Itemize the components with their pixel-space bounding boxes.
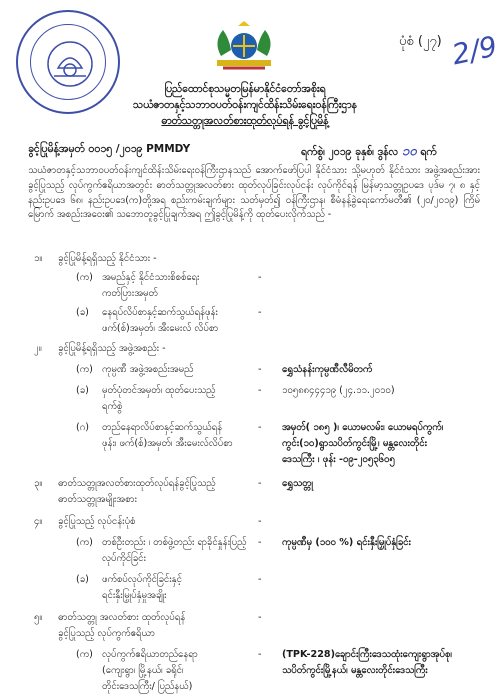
item-number: ၃။ [34, 478, 43, 489]
permit-title: ဓာတ်သတ္တုအလတ်စားထုတ်လုပ်ရန် ခွင့်ပြုမိန့် [161, 115, 329, 127]
field-label: ဖက်စပ်လုပ်ကိုင်ခြင်းနှင့် [102, 574, 182, 585]
section-heading: ခွင့်ပြုသည့် လုပ်ငန်းပုံစံ [58, 516, 136, 527]
sub-item-marker: (ခ) [76, 307, 89, 318]
item-number: ၁။ [34, 253, 43, 264]
phone-value: ဒေသကြီး ၊ ဖုန်း -၀၉-၂၀၅၃၆၀၅ [282, 454, 395, 465]
field-label: ဖက်(စ်)အမှတ်၊ အီးမေးလ် လိပ်စာ [102, 323, 219, 334]
field-label: ဖုန်း၊ ဖက်(စ်)အမှတ်၊ အီးမေးလ်လိပ်စာ [102, 438, 233, 449]
mineral-type-value: ရွှေသတ္တု [282, 478, 313, 489]
address-value: အမှတ်( ၁၈၅ )၊ ယောမလမ်း၊ ယောမရပ်ကွက်၊ [282, 422, 444, 433]
sub-item-marker: (ခ) [76, 385, 89, 396]
field-dash: - [258, 574, 262, 585]
handwritten-note: 2/9 [449, 29, 500, 72]
field-label: တစ်ဦးတည်း ၊ တစ်ဖွဲ့တည်း ရာခိုင်နှုန်းပြည့် [102, 537, 247, 548]
section-heading: ခွင့်ပြုမိန့်ရရှိသည့် နိုင်ငံသား - [58, 253, 157, 264]
field-label: (ကျေးရွာ၊ မြို့နယ်၊ ခရိုင်၊ [102, 665, 184, 676]
field-dash: - [258, 385, 262, 396]
field-label: တိုင်းဒေသကြီး/ ပြည်နယ်) [102, 681, 193, 692]
item-number: ၄။ [34, 516, 43, 527]
state-emblem-icon [209, 20, 279, 74]
address-value: ကွင်း(၁၀)ရွာသပိတ်ကွင်းမြို့၊ မန္တလေးတိုင်း [282, 438, 427, 449]
date-day-handwritten: ၁၀ [402, 144, 417, 159]
sub-item-marker: (ဂ) [76, 422, 89, 433]
registration-number-value: ၁၀၅၈၈၄၄၄၁၉ (၂၄.၁၁.၂၀၁၀) [282, 385, 395, 396]
field-dash: - [258, 307, 262, 318]
sub-item-marker: (က) [76, 649, 93, 660]
section-heading: ခွင့်ပြုမိန့်ရရှိသည့် အဖွဲ့အစည်း - [58, 343, 166, 354]
field-label: ခွင့်ပြုသည့် လုပ်ကွက်ဧရိယာ [58, 628, 155, 639]
field-dash: - [258, 272, 262, 283]
item-number: ၂။ [34, 343, 42, 354]
field-label: မှတ်ပုံတင်အမှတ်၊ ထုတ်ပေးသည့် [102, 385, 216, 396]
field-label: ဓာတ်သတ္တုအလတ်စားထုတ်လုပ်ရန်ခွင့်ပြုသည့် [58, 478, 216, 489]
field-label: ကုမ္ပဏီ အဖွဲ့အစည်းအမည် [102, 364, 194, 375]
field-label: အမည်နှင့် နိုင်ငံသားစိစစ်ရေး [102, 272, 200, 283]
field-dash: - [258, 516, 262, 527]
field-dash: - [258, 537, 262, 548]
sub-item-marker: (က) [76, 364, 93, 375]
item-number: ၅။ [34, 612, 43, 623]
field-label: ဓာတ်သတ္တုအမျိုးအစား [58, 494, 137, 505]
permit-date [301, 143, 437, 162]
sub-item-marker: (က) [76, 272, 93, 283]
ministry-title: သယံဇာတနှင့်သဘာဝပတ်ဝန်းကျင်ထိန်းသိမ်းရေးဝန်ကြီးဌာန [133, 99, 357, 111]
date-prefix: ရက်စွဲ၊ ၂၀၁၉ ခုနှစ်၊ ဒွန်လ [301, 146, 399, 158]
page-number: ပုံစံ (၂၇) [399, 34, 442, 49]
field-dash: - [258, 364, 262, 375]
field-label: တည်နေရာလိပ်စာနှင့်ဆက်သွယ်ရန် [102, 422, 223, 433]
field-dash: - [258, 649, 262, 660]
field-label: လုပ်ကိုင်ခြင်း [102, 553, 146, 564]
field-dash: - [258, 612, 262, 623]
sub-item-marker: (ခ) [76, 574, 89, 585]
government-title: ပြည်ထောင်စုသမ္မတမြန်မာနိုင်ငံတော်အစိုးရ [164, 83, 326, 95]
field-dash: - [258, 422, 262, 433]
block-location-value: သပိတ်ကွင်းမြို့နယ်၊ မန္တလေးတိုင်းဒေသကြီး [282, 665, 428, 676]
sub-item-marker: (က) [76, 537, 93, 548]
field-label: နေရပ်လိပ်စာနှင့်ဆက်သွယ်ရန်ဖုန်း [102, 307, 218, 318]
section-heading: ဓာတ်သတ္တု အလတ်စား ထုတ်လုပ်ရန် [58, 612, 186, 623]
company-name-value: ရွှေသံနန်းကုမ္ပဏီလီမိတက် [282, 364, 373, 375]
field-label: ရင်းနှီးမြှုပ်နှံမှုအချိုး [102, 590, 167, 601]
field-label: လုပ်ကွက်ဧရိယာတည်နေရာ [102, 649, 198, 660]
investment-type-value: ကုမ္ပဏီမှ (၁၀၀ %) ရင်းနှီးမြှုပ်နှံခြင်း [282, 537, 411, 548]
field-label: ကတ်ပြားအမှတ် [102, 288, 158, 299]
permit-number: ခွင့်ပြုမိန့်အမှတ် ၀၀၁၅ /၂၀၁၉ PMMDY [28, 143, 191, 155]
block-location-value: (TPK-228)ချောင်းကြီးဒေသထုံးကျေးရွာအုပ်စု၊ [282, 649, 452, 660]
intro-paragraph: သယံဇာတနှင့်သဘာဝပတ်ဝန်းကျင်ထိန်းသိမ်းရေးဝန်ကြီးဌာနသည် အောက်ဖော်ပြပါ နိုင်ငံသား သို့မဟုတ် နိုင်ငံသား အဖွဲ့အစည်းအား ခွင့်ပြုသည့် လုပ်ကွက်ဧရိယာအတွင်း ဓာတ်သတ္တုအလတ်စား ထုတ်လုပ်ခြင်းလုပ်ငန်း လုပ်ကိုင်ရန် မြန်မာ့သတ္တုဥပဒေ ပုဒ်မ ၇၊ ၈ နှင့် နည်းဥပဒေ ၆၈၊ နည်းဥပဒေ(က)တို့အရ စည်းကမ်းချက်များ သတ်မှတ်၍ ဝန်ကြီးဌာန၊ စီမံနန့်ခွဲရေးကော်မတီ၏ (၂၀/၂၀၁၉) ကြိမ်မြောက် အစည်းအဝေး၏ သဘောတူခွင့်ပြုချက်အရ ဤခွင့်ပြုမိန့်ကို ထုတ်ပေးလိုက်သည် - [28, 165, 480, 221]
ministry-seal-icon [16, 10, 120, 114]
field-label: ရက်စွဲ [102, 401, 123, 412]
field-dash: - [258, 478, 262, 489]
date-suffix: ရက် [420, 146, 437, 158]
